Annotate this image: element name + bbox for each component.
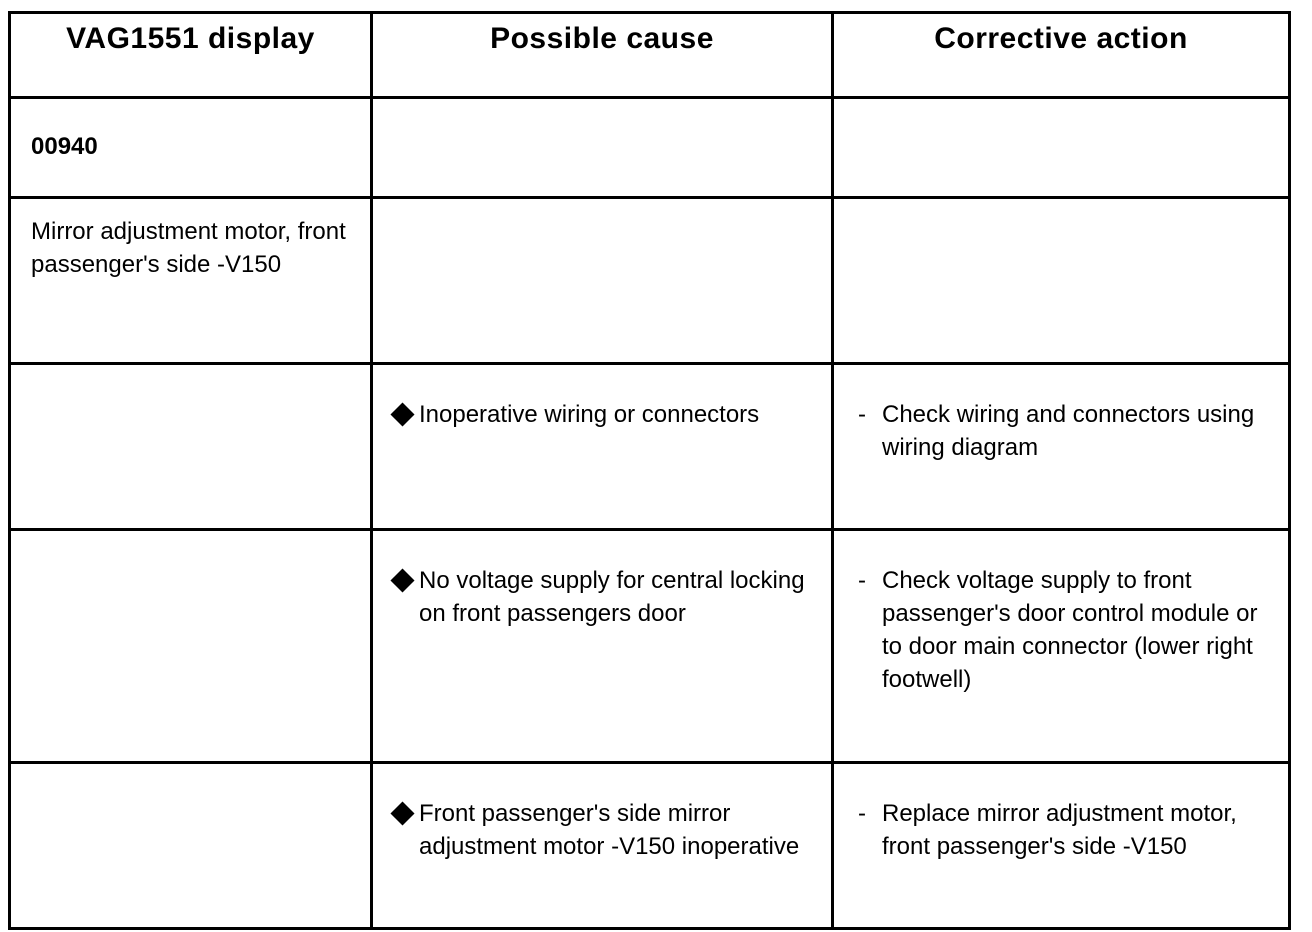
action-text: Check voltage supply to front passenger's door control module or to door main connector (lower right footwell) [882, 567, 1258, 693]
cause-cell [372, 364, 833, 530]
fault-code: 00940 [31, 133, 98, 160]
action-cell [833, 364, 1290, 530]
action-cell [833, 530, 1290, 763]
diamond-bullet-icon [390, 568, 414, 592]
action-text: Check wiring and connectors using wiring diagram [882, 401, 1255, 461]
empty-cell [10, 530, 372, 763]
diagnosis-table [8, 11, 1291, 930]
dash-marker: - [858, 800, 866, 827]
empty-cell [10, 763, 372, 929]
header-row [10, 13, 1290, 98]
action-text: Replace mirror adjustment motor, front passenger's side -V150 [882, 800, 1237, 860]
empty-cell [833, 98, 1290, 198]
header-possible-cause: Possible cause [372, 13, 833, 98]
action-cell [833, 763, 1290, 929]
empty-cell [372, 198, 833, 364]
diamond-bullet-icon [390, 801, 414, 825]
cause-text: Inoperative wiring or connectors [419, 401, 760, 428]
table-row [10, 763, 1290, 929]
empty-cell [372, 98, 833, 198]
table-row [10, 364, 1290, 530]
diamond-bullet-icon [390, 402, 414, 426]
dash-marker: - [858, 567, 866, 594]
fault-code-cell [10, 98, 372, 198]
component-cell [10, 198, 372, 364]
header-vag1551-display: VAG1551 display [10, 13, 372, 98]
empty-cell [10, 364, 372, 530]
component-name: Mirror adjustment motor, front passenger's side -V150 [31, 218, 346, 278]
table-row-component [10, 198, 1290, 364]
cause-cell [372, 763, 833, 929]
cause-text: No voltage supply for central locking on front passengers door [419, 567, 805, 627]
cause-text: Front passenger's side mirror adjustment motor -V150 inoperative [419, 800, 800, 860]
empty-cell [833, 198, 1290, 364]
header-corrective-action: Corrective action [833, 13, 1290, 98]
cause-cell [372, 530, 833, 763]
dash-marker: - [858, 401, 866, 428]
table-row [10, 530, 1290, 763]
table-row-fault-code [10, 98, 1290, 198]
